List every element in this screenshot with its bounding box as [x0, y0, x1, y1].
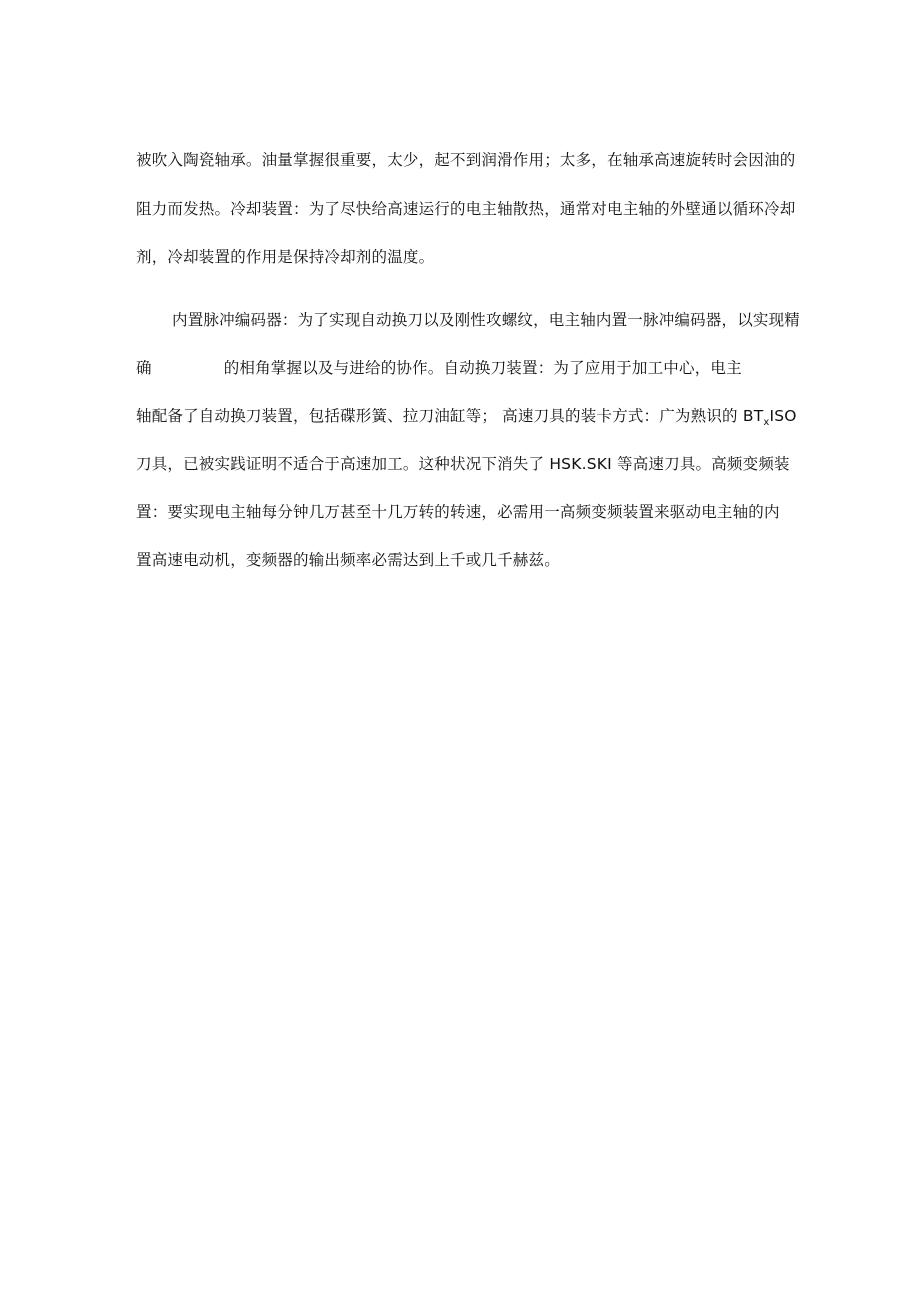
paragraph2-line3: [136, 406, 797, 433]
paragraph2-line6: 置高速电动机，变频器的输出频率必需达到上千或几千赫兹。: [136, 551, 560, 569]
paragraph1-line1: 被吹入陶瓷轴承。油量掌握很重要，太少，起不到润滑作用；太多，在轴承高速旋转时会因油的: [136, 151, 796, 169]
paragraph2-line2-right: 的相角掌握以及与进给的协作。自动换刀装置：为了应用于加工中心，电主: [223, 359, 742, 377]
paragraph2-line1: 内置脉冲编码器：为了实现自动换刀以及刚性攻螺纹，电主轴内置一脉冲编码器，以实现精: [172, 311, 801, 329]
paragraph2-line2: [136, 358, 742, 378]
paragraph1-line2: 阻力而发热。冷却装置：为了尽快给高速运行的电主轴散热，通常对电主轴的外壁通以循环冷却: [136, 200, 796, 218]
paragraph2-line3-prefix: 轴配备了自动换刀装置，包括碟形簧、拉刀油缸等； 高速刀具的装卡方式：广为熟识的 BT: [136, 407, 764, 425]
paragraph1-line3: 剂，冷却装置的作用是保持冷却剂的温度。: [136, 248, 435, 266]
paragraph2-line3-suffix: ISO: [769, 407, 797, 425]
paragraph2-line5: 置：要实现电主轴每分钟几万甚至十几万转的转速，必需用一高频变频装置来驱动电主轴的内: [136, 503, 780, 521]
paragraph2-line2-left: 确: [136, 359, 152, 377]
paragraph2-line4: 刀具，已被实践证明不适合于高速加工。这种状况下消失了 HSK.SKI 等高速刀具。高频变频装: [136, 455, 790, 473]
paragraph2-line3-subscript: x: [763, 417, 770, 428]
